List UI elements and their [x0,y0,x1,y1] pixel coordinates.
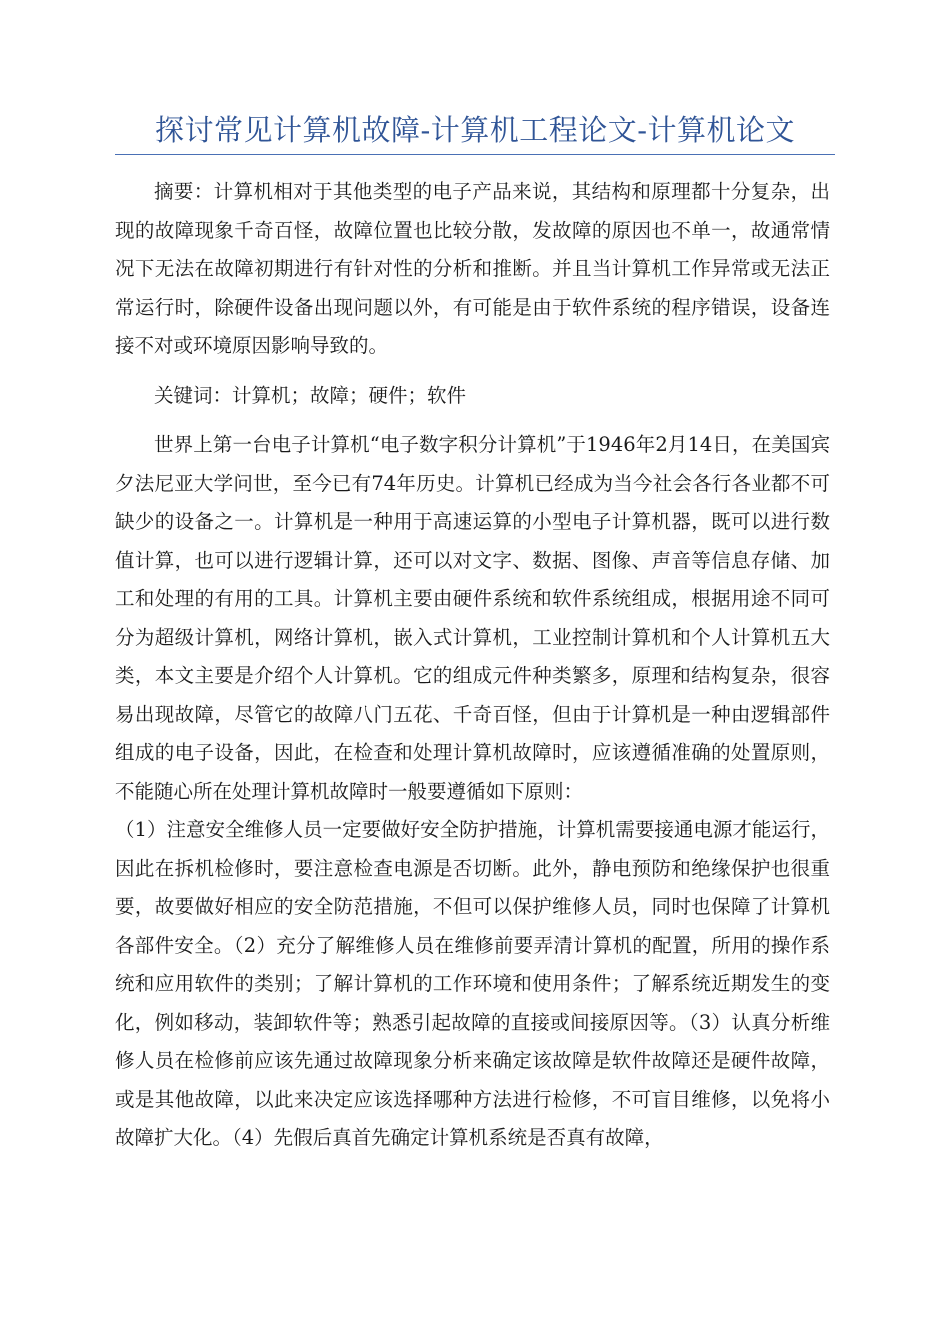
abstract-paragraph: 摘要：计算机相对于其他类型的电子产品来说，其结构和原理都十分复杂，出现的故障现象千奇百怪，故障位置也比较分散，发故障的原因也不单一，故通常情况下无法在故障初期进行有针对性的分析和推断。并且当计算机工作异常或无法正常运行时，除硬件设备出现问题以外，有可能是由于软件系统的程序错误，设备连接不对或环境原因影响导致的。 [115,180,830,357]
body-paragraph-2: （1）注意安全维修人员一定要做好安全防护措施，计算机需要接通电源才能运行，因此在拆机检修时，要注意检查电源是否切断。此外，静电预防和绝缘保护也很重要，故要做好相应的安全防范措施，不但可以保护维修人员，同时也保障了计算机各部件安全。（2）充分了解维修人员在维修前要弄清计算机的配置，所用的操作系统和应用软件的类别；了解计算机的工作环境和使用条件；了解系统近期发生的变化，例如移动，装卸软件等；熟悉引起故障的直接或间接原因等。（3）认真分析维修人员在检修前应该先通过故障现象分析来确定该故障是软件故障还是硬件故障，或是其他故障，以此来决定应该选择哪种方法进行检修，不可盲目维修，以免将小故障扩大化。（4）先假后真首先确定计算机系统是否真有故障， [115,818,830,1149]
title-underline [115,154,835,155]
body-paragraph-1: 世界上第一台电子计算机“电子数字积分计算机”于1946年2月14日，在美国宾夕法尼亚大学问世，至今已有74年历史。计算机已经成为当今社会各行各业都不可缺少的设备之一。计算机是一种用于高速运算的小型电子计算机器，既可以进行数值计算，也可以进行逻辑计算，还可以对文字、数据、图像、声音等信息存储、加工和处理的有用的工具。计算机主要由硬件系统和软件系统组成，根据用途不同可分为超级计算机，网络计算机，嵌入式计算机，工业控制计算机和个人计算机五大类，本文主要是介绍个人计算机。它的组成元件种类繁多，原理和结构复杂，很容易出现故障，尽管它的故障八门五花、千奇百怪，但由于计算机是一种由逻辑部件组成的电子设备，因此，在检查和处理计算机故障时，应该遵循准确的处置原则，不能随心所在处理计算机故障时一般要遵循如下原则： [115,433,830,803]
document-title: 探讨常见计算机故障-计算机工程论文-计算机论文 [154,113,796,147]
document-body [115,173,830,1158]
keywords-paragraph: 关键词：计算机；故障；硬件；软件 [154,383,467,407]
